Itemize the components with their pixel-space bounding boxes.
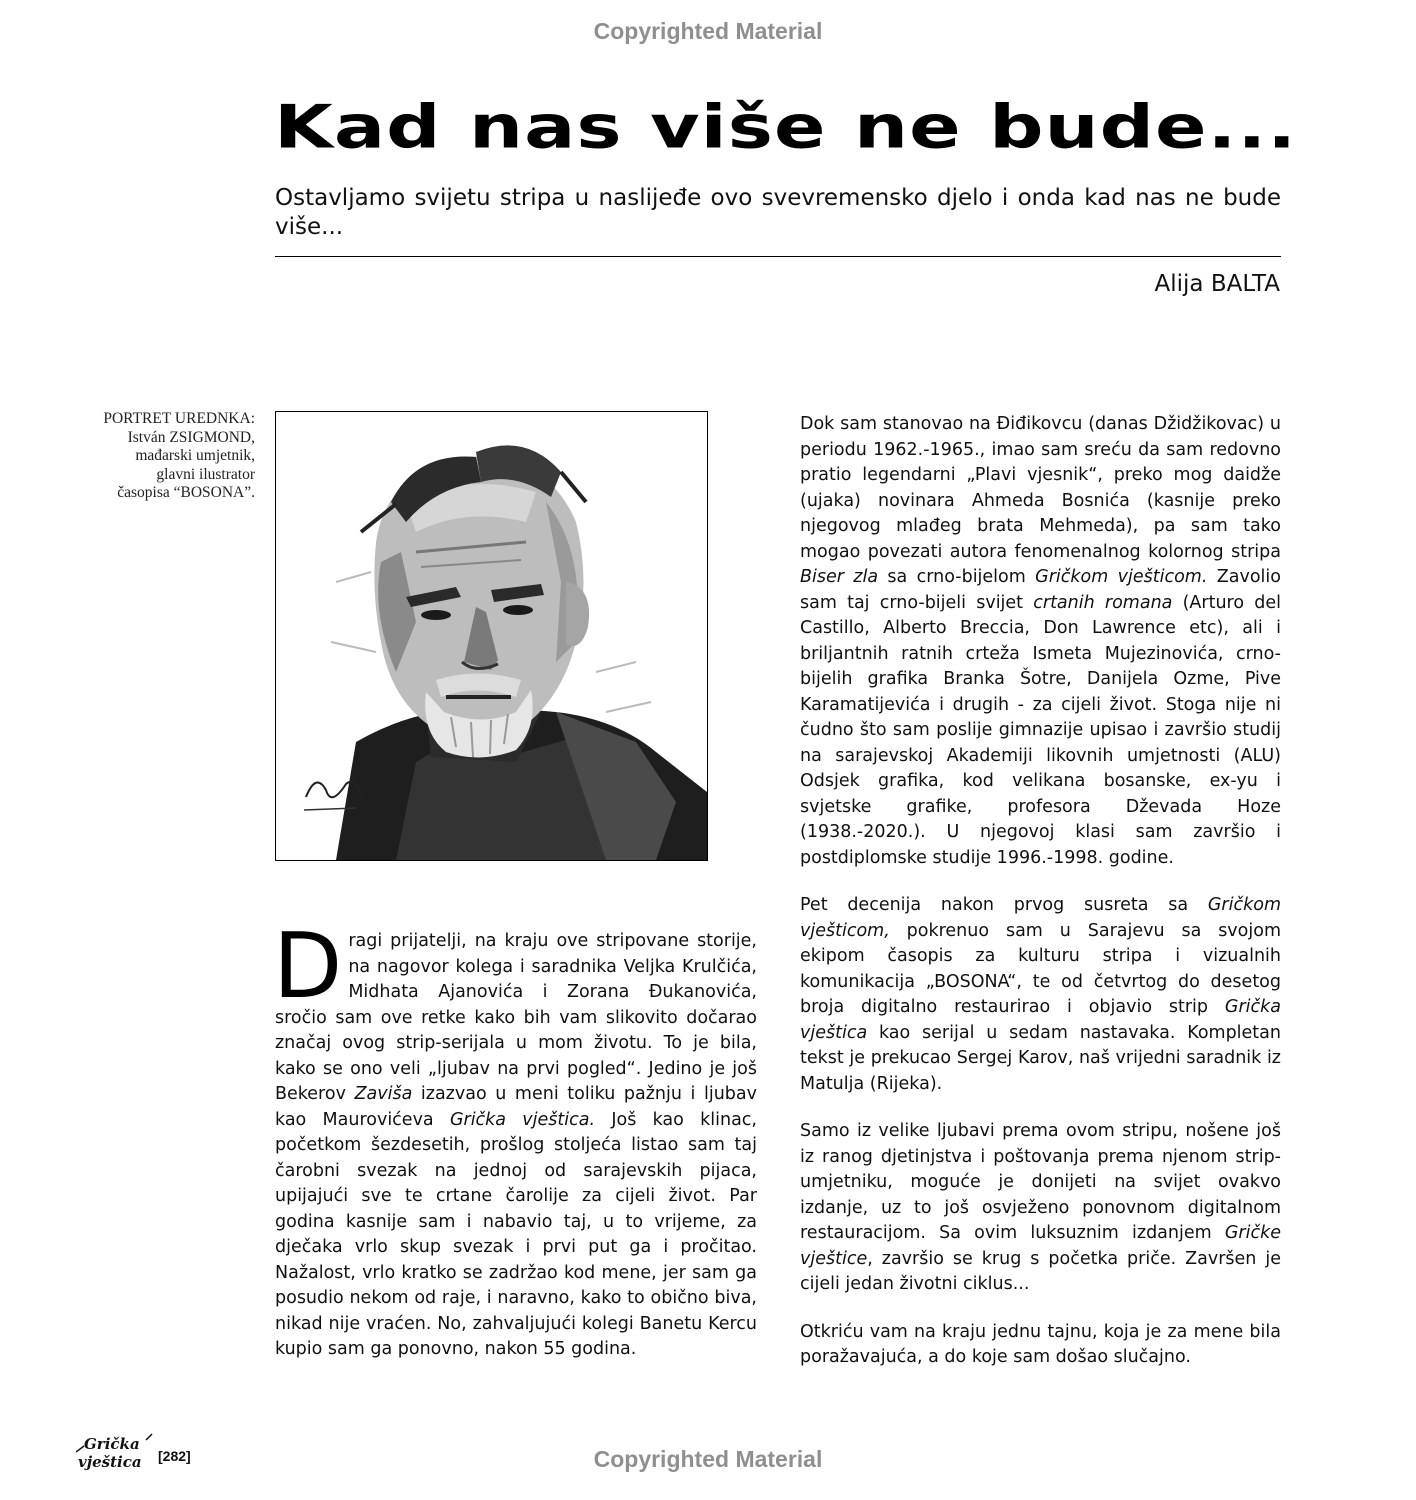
caption-line: István ZSIGMOND,	[127, 428, 255, 446]
article-text-left-column	[273, 914, 757, 1385]
text-run: Dok sam stanovao na Điđikovcu (danas Džidžikovac) u periodu 1962.-1965., imao sam sreću da sam redovno pratio legendarni „Plavi vjesnik“, preko mog daidže (ujaka) novinara Ahmeda Bosnića (kasnije preko njegovog mlađeg brata Mehmeda), pa sam tako mogao povezati autora fenomenalnog kolornog stripa	[800, 414, 1281, 562]
text-run: Zavolio sam taj crno-bijeli svijet	[800, 567, 1281, 613]
text-run: , završio se krug s početka priče. Završen je cijeli jedan životni ciklus...	[800, 1248, 1281, 1294]
article-subtitle: Ostavljamo svijetu stripa u naslijeđe ovo svevremensko djelo i onda kad nas ne bude više...	[275, 185, 1281, 240]
portrait-drawing	[276, 412, 707, 860]
text-run: sa crno-bijelom	[878, 567, 1036, 587]
caption-line: glavni ilustrator	[156, 465, 255, 483]
editor-portrait-illustration	[275, 411, 708, 861]
italic-title: Grička vještica	[800, 997, 1281, 1043]
article-text-right-column	[800, 412, 1281, 1393]
paragraph	[273, 914, 757, 1363]
article-title: Kad nas više ne bude...	[274, 91, 1298, 162]
logo-word-1: Grička	[84, 1435, 140, 1453]
italic-title: Grička vještica.	[449, 1109, 596, 1130]
text-run: izazvao u meni toliku pažnju i ljubav kao Maurovićeva	[275, 1084, 757, 1130]
text-run: Još kao klinac, početkom šezdesetih, prošlog stoljeća listao sam taj čarobni svezak na jednoj od sarajevskih pijaca, upijajući sve te crtane čarolije za cijeli život. Par godina kasnije sam i nabavio taj, u to vrijeme, za dječaka vrlo skup svezak i prvi put ga i pročitao. Nažalost, vrlo kratko se zadržao kod mene, jer sam ga posudio nekom od raje, i naravno, kako to obično biva, nikad nije vraćen. No, zahvaljujući kolegi Banetu Kercu kupio sam ga ponovno, nakon 55 godina.	[275, 1109, 757, 1359]
text-run: Samo iz velike ljubavi prema ovom stripu, nošene još iz ranog djetinjstva i poštovanja prema njenom strip-umjetniku, moguće je donijeti na svijet ovakvo izdanje, uz to još osvježeno ponovnom digitalnom restauracijom. Sa ovim luksuznim izdanjem	[800, 1121, 1281, 1243]
text-run: pokrenuo sam u Sarajevu sa svojom ekipom časopis za kulturu stripa i vizualnih komunikacija „BOSONA“, te od četvrtog do desetog broja digitalno restaurirao i objavio strip	[800, 920, 1281, 1017]
italic-term: crtanih romana	[1033, 592, 1173, 613]
page-number: [282]	[158, 1448, 191, 1464]
text-run: ragi prijatelji, na kraju ove stripovane storije, na nagovor kolega i saradnika Veljka Krulčića, Midhata Ajanovića i Zorana Đukanovića, sročio sam ove retke kako bih vam slikovito dočarao značaj ovog strip-serijala u mom životu. To je bila, kako se ono veli „ljubav na prvi pogled“. Jedino je još Bekerov	[275, 931, 757, 1104]
caption-line: PORTRET UREDNKA:	[103, 410, 255, 427]
italic-title: Gričkom vješticom.	[1035, 567, 1208, 587]
italic-title: Zaviša	[354, 1084, 413, 1104]
italic-title: Biser zla	[800, 567, 879, 587]
text-run: (Arturo del Castillo, Alberto Breccia, Don Lawrence etc), ali i briljantnih ratnih crteža Ismeta Mujezinovića, crno-bijelih grafika Branka Šotre, Danijela Ozme, Pive Karamatijevića i drugih - za cijeli život. Stoga nije ni čudno što sam poslije gimnazije upisao i završio studij na sarajevskoj Akademiji likovnih umjetnosti (ALU) Odsjek grafika, kod velikana bosanske, ex-yu i svjetske grafike, profesora Dževada Hoze (1938.-2020.). U njegovoj klasi sam završio i postdiplomske studije 1996.-1998. godine.	[800, 592, 1281, 868]
logo-word-2: vještica	[78, 1453, 142, 1471]
paragraph	[800, 893, 1281, 1097]
caption-line: časopisa “BOSONA”.	[117, 484, 255, 501]
title-divider	[275, 256, 1281, 257]
copyright-watermark-bottom: Copyrighted Material	[593, 1446, 823, 1472]
portrait-caption	[40, 410, 255, 503]
text-run: kao serijal u sedam nastavaka. Kompletan tekst je prekucao Sergej Karov, naš vrijedni saradnik iz Matulja (Rijeka).	[800, 1022, 1281, 1094]
copyright-watermark-top: Copyrighted Material	[593, 18, 823, 44]
paragraph	[800, 1119, 1281, 1298]
italic-title: Gričkom vješticom,	[800, 895, 1281, 941]
paragraph: Otkriću vam na kraju jednu tajnu, koja je za mene bila poražavajuća, a do koje sam došao slučajno.	[800, 1321, 1281, 1367]
paragraph	[800, 412, 1281, 871]
italic-title: Gričke vještice	[800, 1223, 1281, 1269]
caption-line: mađarski umjetnik,	[135, 447, 255, 464]
drop-cap: D	[273, 914, 343, 1019]
article-author: Alija BALTA	[1154, 271, 1280, 297]
text-run: Pet decenija nakon prvog susreta sa	[800, 895, 1208, 915]
